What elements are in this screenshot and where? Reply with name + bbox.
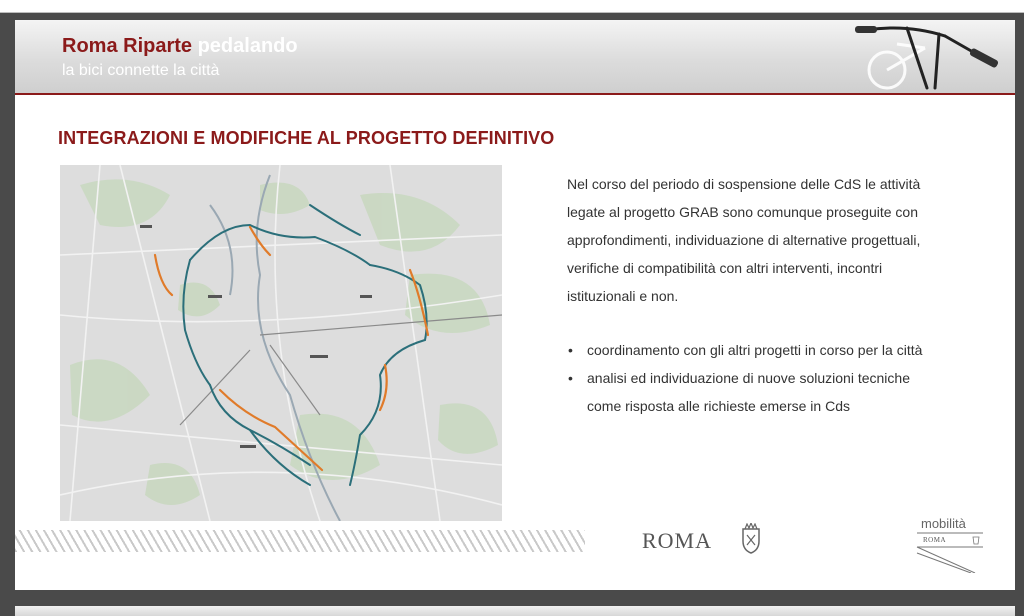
paragraph-line: approfondimenti, individuazione di alternative progettuali, — [567, 232, 921, 248]
intro-paragraph — [567, 170, 977, 310]
bullet-item — [565, 336, 985, 364]
bullet-icon: • — [568, 342, 573, 358]
previous-slide-edge — [0, 0, 1024, 13]
bicycle-icon — [847, 22, 1007, 92]
bullet-text-continuation: come risposta alle richieste emerse in Cds — [587, 398, 850, 414]
slide-header — [15, 20, 1015, 95]
bullet-icon: • — [568, 370, 573, 386]
paragraph-line: verifiche di compatibilità con altri interventi, incontri — [567, 260, 883, 276]
slide-title — [62, 35, 298, 58]
title-white-part: pedalando — [197, 35, 298, 57]
next-slide-edge — [15, 606, 1015, 616]
bullet-text: analisi ed individuazione di nuove soluzioni tecniche — [587, 370, 910, 386]
paragraph-line: legate al progetto GRAB sono comunque proseguite con — [567, 204, 919, 220]
slide — [15, 20, 1015, 590]
slide-subtitle: la bici connette la città — [62, 62, 220, 79]
footer-stripes — [15, 530, 585, 552]
roma-wordmark: ROMA — [642, 528, 713, 553]
paragraph-line: istituzionali e non. — [567, 288, 679, 304]
roma-crest-icon — [739, 523, 763, 555]
section-heading: INTEGRAZIONI E MODIFICHE AL PROGETTO DEFINITIVO — [58, 128, 555, 148]
grab-route-map — [60, 165, 502, 521]
mobilita-logo-subtitle: ROMA — [923, 536, 947, 544]
mobilita-logo-title: mobilità — [921, 516, 966, 531]
title-red-part: Roma Riparte — [62, 35, 193, 57]
bullet-list — [565, 336, 985, 420]
bullet-text: coordinamento con gli altri progetti in corso per la città — [587, 342, 923, 358]
paragraph-line: Nel corso del periodo di sospensione delle CdS le attività — [567, 176, 921, 192]
bullet-item — [565, 364, 985, 420]
